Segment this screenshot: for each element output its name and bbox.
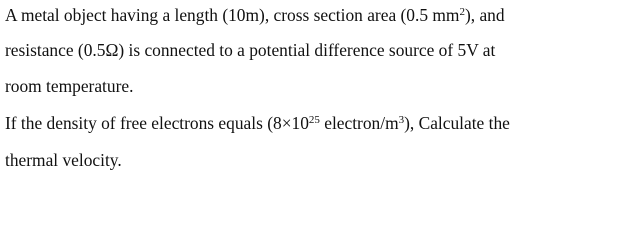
problem-line-3: room temperature. [5,76,134,96]
line1-text-a: A metal object having a length (10m), cross section area (0.5 mm [5,5,460,25]
problem-line-5: thermal velocity. [5,150,122,170]
problem-line-1 [5,5,505,25]
line4-unit-exponent: 3 [398,114,405,126]
line1-text-b: ), and [464,5,505,25]
line4-text-c: ), Calculate the [404,113,510,133]
problem-line-2: resistance (0.5Ω) is connected to a potential difference source of 5V at [5,40,496,60]
line4-text-a: If the density of free electrons equals (8×10 [5,113,309,133]
problem-line-4 [5,113,510,133]
line4-text-b: electron/m [319,113,399,133]
line1-superscript: 2 [459,6,465,18]
line4-exponent: 25 [308,114,320,126]
